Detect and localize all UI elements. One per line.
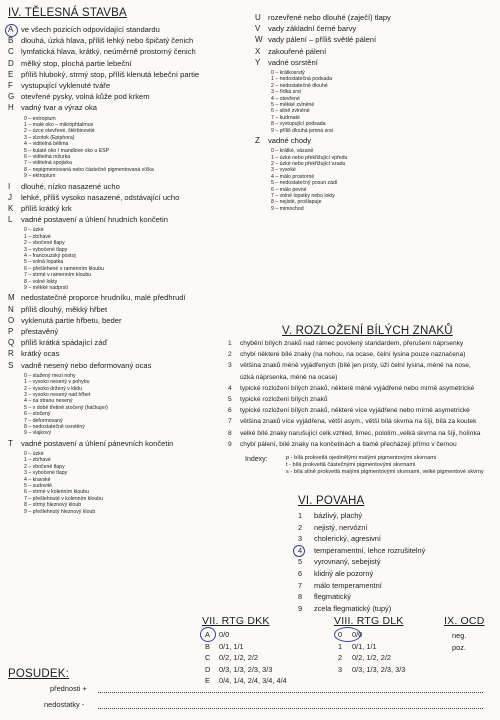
item-text: lehké, příliš vysoko nasazené, odstávající ucho <box>21 192 180 202</box>
list-item <box>8 193 248 204</box>
sub-item: 4 – na stranu nesený <box>24 398 73 405</box>
sub-item: 8 – nepigmentovaná nebo částečně pigmentovaná víčka <box>24 166 154 173</box>
rtg-grade: A <box>205 630 210 639</box>
rtg-values: 0/4, 1/4, 2/4, 3/4, 4/4 <box>219 676 287 686</box>
item-number: 2 <box>298 522 303 532</box>
item-letter: U <box>255 13 261 22</box>
item-number: 6 <box>298 568 303 578</box>
section6-heading: VI. POVAHA <box>298 495 365 507</box>
item-number: 9 <box>298 603 303 613</box>
sub-item: 2 – úzce otevřené, štěrbinovité <box>24 128 95 135</box>
list-item <box>255 24 495 35</box>
sub-item: 2 – vbočené tlapy <box>24 240 65 247</box>
sub-item: 1 – úzké nebo překřižující vpředu <box>271 154 348 161</box>
item-text: vyklenutá partie hřbetu, beder <box>21 315 122 325</box>
ocd-poz: poz. <box>452 643 466 652</box>
list-item <box>255 58 495 69</box>
item-text: otevřené pysky, volná kůže pod krkem <box>21 92 150 102</box>
sub-item: 5 – kulaté oko / mandlové oko u ESP <box>24 147 110 154</box>
sub-item: 8 – volné lokty <box>24 278 58 285</box>
temperament-item <box>298 592 488 604</box>
sub-item: 1 – malé oko – mikrophtalmus <box>24 121 94 128</box>
item-number: 3 <box>228 362 232 370</box>
item-text: vyrovnaný, sebejistý <box>314 557 381 567</box>
temperament-item <box>298 557 488 569</box>
white-marks-item <box>228 362 496 373</box>
item-text: krátký ocas <box>21 349 60 359</box>
sub-item: 2 – vysoko držený v klidu <box>24 385 82 392</box>
temperament-item <box>298 569 488 581</box>
list-item <box>255 47 495 58</box>
sub-item: 9 – mimochod <box>271 205 304 212</box>
rtg-grade: 3 <box>338 664 343 674</box>
item-letter: F <box>8 80 13 90</box>
sub-item: 9 – přešlehnutý hleznový kloub <box>24 508 96 515</box>
white-marks-item <box>228 396 496 407</box>
list-item <box>8 204 248 215</box>
rtg-values: 0/0 <box>352 630 363 639</box>
item-text: chybí některé bílé znaky (na nohou, na ocase, čelní lysina pouze naznačena) <box>240 351 466 359</box>
item-text: vadné osrstění <box>268 57 318 67</box>
sub-list <box>255 148 495 212</box>
index-label: Indexy: <box>245 456 268 463</box>
section5-list <box>228 340 496 452</box>
item-text: temperamentní, lehce rozrušitelný <box>314 545 426 555</box>
item-number: 1 <box>228 340 232 347</box>
item-text: vystupující vyklenuté tváře <box>21 80 111 90</box>
sub-item: 5 – v době třetině stočený (háčkujer) <box>24 404 108 411</box>
rtg-grade: D <box>205 664 211 674</box>
list-item <box>255 13 495 24</box>
item-text: vadné chody <box>268 136 312 145</box>
sub-item: 6 – málo pevné <box>271 186 307 193</box>
sub-item: 4 – viditelná bělima <box>24 141 69 148</box>
sub-item: 6 – stočený <box>24 411 51 418</box>
rtg-values: 0/2, 1/2, 2/2 <box>352 653 392 663</box>
sub-item: 0 – úzké <box>24 450 44 457</box>
rtg-row <box>205 630 325 642</box>
rtg-grade: C <box>205 653 211 663</box>
sub-item: 4 – francouzský postoj <box>24 252 76 259</box>
sub-item: 6 – přešlehené v ramenním kloubu <box>24 265 104 272</box>
rtg-values: 0/1, 1/1 <box>219 641 244 651</box>
rtg-grade: E <box>205 676 210 686</box>
sub-item: 1 – zbíhavé <box>24 457 51 464</box>
item-letter: O <box>8 315 15 325</box>
sub-item: 6 – viditelná mžurka <box>24 153 71 160</box>
white-marks-item <box>228 441 496 452</box>
section6-list <box>298 511 488 615</box>
sub-item: 8 – nejisté, prošlapuje <box>271 199 322 206</box>
sub-item: 5 – volná lopatka <box>24 259 64 266</box>
rtg-dkk-heading: VII. RTG DKK <box>202 615 270 627</box>
rtg-dlk-heading: VIII. RTG DLK <box>334 615 404 627</box>
item-text: vady základní černé barvy <box>268 24 357 34</box>
list-item <box>8 47 248 58</box>
sub-item: 3 – slzotok (Epiphora) <box>24 134 75 141</box>
item-number: 7 <box>228 418 232 426</box>
temperament-item <box>298 581 488 593</box>
item-text: úzká náprsenka, méně na ocase) <box>240 373 338 381</box>
white-marks-item <box>228 407 496 418</box>
sub-item: 7 – viditelná spojivka <box>24 160 72 167</box>
posudek-heading: POSUDEK: <box>8 668 70 680</box>
item-letter: A <box>8 25 14 34</box>
list-item <box>8 327 248 338</box>
white-marks-item <box>228 351 496 362</box>
item-letter: D <box>8 58 14 68</box>
item-letter: M <box>8 293 15 303</box>
item-letter: R <box>8 349 14 359</box>
sub-item: 0 – stažený mezi nohy <box>24 372 76 379</box>
item-number: 1 <box>298 511 303 520</box>
item-text: příliš hluboký, strmý stop, příliš klenutá lebeční partie <box>21 69 200 79</box>
sub-item: 2 – vbočené tlapy <box>24 463 65 470</box>
sub-item: 0 – krátké, vázané <box>271 148 314 155</box>
item-text: typické rozložení bílých znaků, některé méně vyjádřené nebo mírně asymetrické <box>240 384 475 392</box>
sub-list <box>255 70 495 134</box>
ocd-neg: neg. <box>452 631 467 640</box>
list-item <box>8 361 248 372</box>
index-line: t - bílá prokvetlá částečnými pigmentovými skvrnami <box>286 462 416 468</box>
sub-item: 1 – zbíhavé <box>24 233 51 240</box>
item-text: vady pálení – příliš světlé pálení <box>268 35 377 45</box>
item-text: chybění bílých znaků nad rámec povolený standardem, přerušení náprsenky <box>240 340 464 347</box>
rtg-values: 0/2, 1/2, 2/2 <box>219 653 259 663</box>
sub-item: 8 – strmý hleznový kloub <box>24 502 82 509</box>
item-letter: H <box>8 103 14 113</box>
item-number: 2 <box>228 351 232 359</box>
list-item <box>8 349 248 360</box>
rtg-row <box>338 665 438 677</box>
item-letter: W <box>255 35 263 45</box>
sub-item: 5 – nedostatečný posun zádí <box>271 180 338 187</box>
temperament-item <box>298 604 488 616</box>
list-item <box>8 92 248 103</box>
rtg-row <box>205 665 325 677</box>
rtg-grade: B <box>205 641 210 651</box>
item-text: vadný tvar a výraz oka <box>21 103 97 113</box>
index-line: p - bílá prokvetlá ojedinělými malými pigmentovými skvrnami <box>286 455 437 461</box>
item-number: 9 <box>228 440 232 448</box>
list-item <box>8 70 248 81</box>
rtg-row <box>338 653 438 665</box>
list-item <box>8 338 248 349</box>
sub-item: 1 – nedostatečná podsada <box>271 76 333 83</box>
sub-item: 3 – vybočené tlapy <box>24 246 68 253</box>
sub-item: 2 – úzké nebo překřižující vzadu <box>271 161 346 167</box>
index-line: s - bílá silně prokvetlá malými pigmentovými skvrnami, velké pigmentové skvrny <box>286 469 484 475</box>
item-number: 3 <box>298 534 303 544</box>
item-letter: N <box>8 304 14 314</box>
list-item <box>8 59 248 70</box>
item-number: 4 <box>228 384 232 392</box>
section4-list <box>8 25 248 517</box>
item-letter: V <box>255 24 261 34</box>
white-marks-item <box>228 340 496 351</box>
white-marks-item <box>228 385 496 396</box>
item-number: 7 <box>298 580 303 590</box>
item-letter: Y <box>255 57 261 67</box>
rtg-grade: 1 <box>338 641 343 651</box>
sub-item: 6 – silně zvlněné <box>271 108 310 115</box>
sub-list <box>8 451 248 515</box>
list-item <box>8 103 248 114</box>
item-number: 5 <box>228 395 232 403</box>
item-text: flegmatický <box>314 592 351 602</box>
item-text: bázlivý, plachý <box>314 511 363 520</box>
sub-item: 0 – entropium <box>24 115 56 122</box>
temperament-item <box>298 534 488 546</box>
item-text: příliš krátký krk <box>21 203 72 213</box>
item-letter: C <box>8 47 14 57</box>
item-number: 6 <box>228 407 232 415</box>
item-text: vadné postavení a úhlení hrudních končetin <box>21 215 168 225</box>
item-letter: P <box>8 326 14 336</box>
item-number: 8 <box>228 429 232 437</box>
item-letter: B <box>8 36 14 46</box>
rtg-values: 0/1, 1/1 <box>352 641 377 651</box>
temperament-item <box>298 546 488 558</box>
item-text: ve všech pozicích odpovídající standardu <box>21 25 160 34</box>
list-item <box>255 136 495 147</box>
section4-list-continued <box>255 13 495 214</box>
rtg-row <box>338 642 438 654</box>
sub-item: 9 – příliš dlouhá jemná srst <box>271 127 333 134</box>
index-list <box>286 455 496 476</box>
sub-item: 3 – vybočené tlapy <box>24 470 68 477</box>
sub-item: 3 – řídká srst <box>271 89 301 96</box>
item-text: velké bílé znaky narušující celk.vzhled, límec, pololím.,velká skvrna na šíji, holínka <box>240 429 481 437</box>
item-letter: L <box>8 215 13 225</box>
item-letter: G <box>8 92 15 102</box>
item-letter: I <box>8 181 11 191</box>
temperament-item <box>298 523 488 535</box>
nedostatky-label: nedostatky - <box>44 700 85 709</box>
item-text: mělký stop, plochá partie lebeční <box>21 58 132 68</box>
selected-circle-mark-dlk <box>334 627 361 642</box>
rtg-row <box>205 676 325 688</box>
list-item <box>8 36 248 47</box>
selected-circle-mark-povaha <box>293 545 305 557</box>
item-letter: K <box>8 203 14 213</box>
sub-item: 2 – nedostatečně dlouhé <box>271 82 328 89</box>
sub-list <box>8 116 248 180</box>
list-item <box>255 35 495 46</box>
item-text: vadně nesený nebo deformovaný ocas <box>21 360 152 370</box>
temperament-item <box>298 511 488 523</box>
sub-item: 4 – otevřené <box>271 95 300 102</box>
item-text: cholerický, agresivní <box>314 534 381 544</box>
item-text: nedostatečné proporce hrudníku, malé předhrudí <box>21 293 186 303</box>
list-item <box>8 293 248 304</box>
list-item <box>8 25 248 36</box>
sub-item: 4 – málo prostorné <box>271 173 315 180</box>
item-text: přestavěný <box>21 326 59 336</box>
section5-heading: V. ROZLOŽENÍ BÍLÝCH ZNAKŮ <box>282 325 453 337</box>
item-text: většina znaků více vyjádřena, větší asym., větší bílá skvrna na šíji, bílá za koutek <box>240 418 477 426</box>
rtg-values: 0/3, 1/3, 2/3, 3/3 <box>219 664 273 674</box>
item-text: dlouhá, úzká hlava, příliš lehký nebo špičatý čenich <box>21 36 194 46</box>
list-item <box>8 81 248 92</box>
sub-item: 9 – měkké nadprstí <box>24 284 69 291</box>
item-number: 8 <box>298 592 303 602</box>
sub-item: 4 – kravské <box>24 476 51 483</box>
sub-list <box>8 227 248 291</box>
item-text: typické rozložení bílých znaků <box>240 395 328 403</box>
sub-item: 0 – úzké <box>24 227 44 234</box>
rtg-values: 0/0 <box>219 630 230 639</box>
sub-item: 9 – ektropium <box>24 173 56 180</box>
item-text: příliš dlouhý, měkký hřbet <box>21 304 108 314</box>
sub-item: 8 – vystupující podsada <box>271 121 326 128</box>
item-text: rozevřené nebo dlouhé (zaječí) tlapy <box>268 13 391 22</box>
sub-item: 5 – sudovité <box>24 482 52 489</box>
item-text: dlouhé, nízko nasazené ucho <box>21 181 120 191</box>
sub-item: 9 – vlajkový <box>24 430 52 437</box>
item-text: klidný ale pozorný <box>314 568 374 578</box>
item-text: typické rozložení bílých znaků, některé více vyjádřené nebo mírně asymetrické <box>240 407 470 415</box>
rtg-row <box>205 653 325 665</box>
item-text: nejistý, nervózní <box>314 522 368 532</box>
sub-list <box>8 373 248 437</box>
item-number: 4 <box>298 545 303 555</box>
sub-item: 5 – měkké zvlněné <box>271 101 315 108</box>
item-letter: J <box>8 192 12 202</box>
rtg-grade: 2 <box>338 653 343 663</box>
prednosti-label: přednosti + <box>50 684 87 693</box>
item-text: chybí pálení, bílé znaky na končetinách a tlamě přecházejí přímo v černou <box>240 440 457 448</box>
sub-item: 7 – deformovaný <box>24 417 63 424</box>
item-letter: S <box>8 360 14 370</box>
item-number: 5 <box>298 557 303 567</box>
white-marks-item <box>228 430 496 441</box>
item-letter: E <box>8 69 14 79</box>
sub-item: 0 – krátkosrstý <box>271 69 305 76</box>
item-text: lymfatická hlava, krátký, neúměrně prostorný čenich <box>21 47 196 57</box>
list-item <box>8 305 248 316</box>
prednosti-line <box>98 692 483 693</box>
item-text: většina znaků méně vyjádřených (bílé jen prsty, úží čelní lysina, méně na nose, <box>240 362 471 370</box>
item-text: zcela flegmatický (tupý) <box>314 603 392 613</box>
item-letter: Q <box>8 338 15 348</box>
rtg-values: 0/3, 1/3, 2/3, 3/3 <box>352 664 406 674</box>
list-item <box>8 215 248 226</box>
list-item <box>8 316 248 327</box>
sub-item: 7 – volné lopatky nebo lokty <box>271 193 336 200</box>
list-item <box>8 182 248 193</box>
list-item <box>8 439 248 450</box>
sub-item: 1 – vysoko nesený v pohybu <box>24 379 90 386</box>
white-marks-item <box>228 374 496 385</box>
sub-item: 7 – přešlehnuté v kolenním kloubu <box>24 495 104 502</box>
sub-item: 3 – vysoké <box>271 167 296 174</box>
item-text: příliš krátká spádající záď <box>21 338 108 348</box>
ocd-heading: IX. OCD <box>444 615 485 627</box>
nedostatky-line <box>98 708 483 709</box>
rtg-dkk-list <box>205 630 325 688</box>
sub-item: 3 – vysoko nesený nad hřbet <box>24 391 91 398</box>
sub-item: 7 – strmé v ramenním kloubu <box>24 272 92 279</box>
white-marks-item <box>228 418 496 429</box>
sub-item: 7 – kudrnaté <box>271 114 300 121</box>
rtg-row <box>205 642 325 654</box>
item-text: málo temperamentní <box>314 580 382 590</box>
item-letter: T <box>8 438 13 448</box>
item-letter: Z <box>255 136 260 145</box>
sub-item: 8 – nedostatečně osrstěný <box>24 423 85 430</box>
section4-heading: IV. TĚLESNÁ STAVBA <box>8 7 127 19</box>
sub-item: 6 – strmé v kolenním kloubu <box>24 489 89 496</box>
item-text: zakouřené pálení <box>268 46 327 56</box>
selected-circle-mark-dkk <box>200 627 216 642</box>
item-letter: X <box>255 46 261 56</box>
rtg-grade: 0 <box>338 630 343 639</box>
item-text: vadné postavení a úhlení pánevních končetin <box>21 438 174 448</box>
